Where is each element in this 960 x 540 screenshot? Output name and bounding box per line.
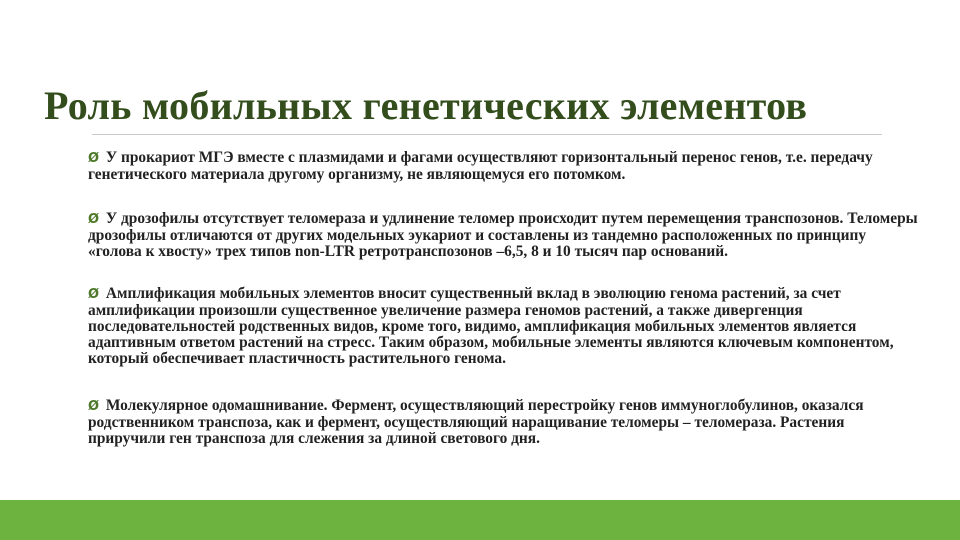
bullet-text: Амплификация мобильных элементов вносит существенный вклад в эволюцию генома растений, за счет амплификации произошли существенное увеличение размера геномов растений, а также дивергенция последовательностей родственных видов, кроме того, видимо, амплификация мобильных элементов является адаптивным ответом растений на стресс. Таким образом, мобильные элементы являются ключевым компонентом, который обеспечивает пластичность растительного генома. [88, 285, 894, 367]
arrow-bullet-icon: Ø [88, 212, 100, 227]
footer-bar [0, 500, 960, 540]
bullet-text: Молекулярное одомашнивание. Фермент, осуществляющий перестройку генов иммуноглобулинов, оказался родственником транспоза, как и фермент, осуществляющий наращивание теломеры – теломераза. Растения приручили ген транспоза для слежения за длиной светового дня. [88, 397, 864, 447]
bullet-item [88, 398, 918, 447]
bullet-item [88, 286, 918, 367]
bullet-text: У дрозофилы отсутствует теломераза и удлинение теломер происходит путем перемещения транспозонов. Теломеры дрозофилы отличаются от других модельных эукариот и составлены из тандемно расположенных по принципу «голова к хвосту» трех типов non-LTR ретротранспозонов –6,5, 8 и 10 тысяч пар оснований. [88, 210, 918, 260]
bullet-text: У прокариот МГЭ вместе с плазмидами и фагами осуществляют горизонтальный перенос генов, т.е. передачу генетического материала другому организму, не являющемуся его потомком. [88, 149, 873, 183]
title-divider [92, 134, 882, 135]
arrow-bullet-icon: Ø [88, 151, 100, 166]
slide-title: Роль мобильных генетических элементов [44, 83, 808, 128]
arrow-bullet-icon: Ø [88, 399, 100, 414]
bullet-item [88, 150, 918, 183]
arrow-bullet-icon: Ø [88, 287, 100, 302]
bullet-item [88, 211, 918, 260]
